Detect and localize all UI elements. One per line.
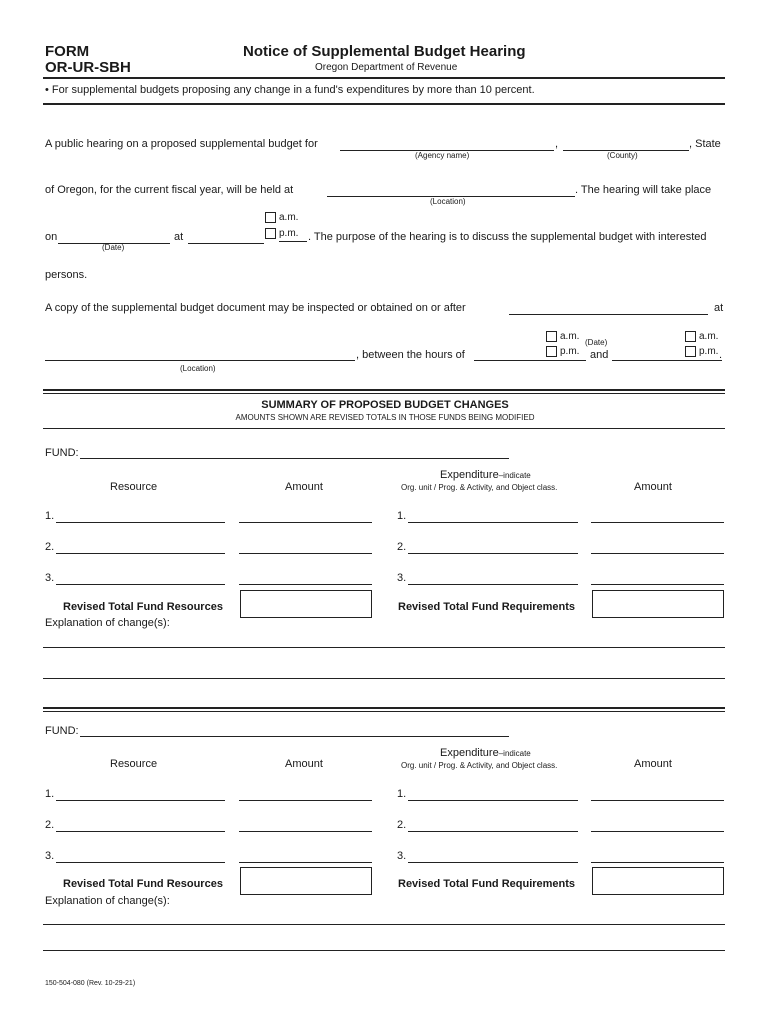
exp-row-label-1: 1. (397, 510, 407, 522)
held-at-text: of Oregon, for the current fiscal year, will be held at (45, 184, 294, 196)
resource-5-field[interactable] (56, 831, 225, 832)
fund-divider (43, 707, 725, 709)
amount-header: Amount (285, 481, 323, 493)
copy-location-field[interactable] (45, 360, 355, 361)
fund-name-input[interactable] (82, 443, 507, 457)
expenditure-2-field[interactable] (408, 553, 578, 554)
fund-name-field[interactable] (80, 458, 509, 459)
exp-row-label-6: 3. (397, 850, 407, 862)
summary-title: SUMMARY OF PROPOSED BUDGET CHANGES (261, 399, 509, 411)
resource-amount-3-field[interactable] (239, 584, 372, 585)
to-am-label: a.m. (699, 331, 719, 342)
between-hours-text: , between the hours of (356, 349, 465, 361)
summary-divider-bottom (43, 428, 725, 429)
resource-header: Resource (110, 481, 158, 493)
pm-underline (279, 241, 307, 242)
resource-amount-5-field[interactable] (239, 831, 372, 832)
expenditure-amount-4-field[interactable] (591, 800, 724, 801)
expenditure-5-field[interactable] (408, 831, 578, 832)
agency-caption: (Agency name) (415, 151, 470, 160)
copy-date-field[interactable] (509, 314, 708, 315)
expenditure-amount-5-field[interactable] (591, 831, 724, 832)
hearing-time-field[interactable] (188, 243, 264, 244)
expenditure-header-label-2: Expenditure (440, 747, 499, 759)
explanation-label: Explanation of change(s): (45, 617, 170, 629)
exp-row-label-5: 2. (397, 819, 407, 831)
exp-row-label-2: 2. (397, 541, 407, 553)
expenditure-1-field[interactable] (408, 522, 578, 523)
explanation-line-3[interactable] (43, 924, 725, 925)
agency-name-input[interactable] (342, 135, 552, 149)
form-code: OR-UR-SBH (45, 59, 131, 76)
copy-location-caption: (Location) (180, 364, 216, 373)
resource-4-field[interactable] (56, 800, 225, 801)
resource-amount-4-field[interactable] (239, 800, 372, 801)
expenditure-amount-2-field[interactable] (591, 553, 724, 554)
row-label-5: 2. (45, 819, 55, 831)
at-text: at (174, 231, 184, 243)
location-input[interactable] (329, 181, 573, 195)
total-requirements-label: Revised Total Fund Requirements (398, 601, 576, 613)
fund-label-2: FUND: (45, 725, 79, 737)
from-am-label: a.m. (560, 331, 580, 342)
purpose-text: . The purpose of the hearing is to discuss the supplemental budget with interested (308, 231, 707, 243)
to-pm-label: p.m. (699, 346, 719, 357)
resource-amount-2-field[interactable] (239, 553, 372, 554)
hearing-pm-label: p.m. (279, 228, 299, 239)
expenditure-indicate-2: –indicate (498, 749, 531, 758)
expenditure-header-label: Expenditure (440, 469, 499, 481)
fund-divider-2 (43, 711, 725, 712)
resource-2-field[interactable] (56, 553, 225, 554)
expenditure-amount-6-field[interactable] (591, 862, 724, 863)
total-resources-label-2: Revised Total Fund Resources (63, 878, 223, 890)
explanation-line-2[interactable] (43, 678, 725, 679)
row-label-4: 1. (45, 788, 55, 800)
hearing-am-checkbox[interactable] (265, 212, 276, 223)
exp-row-label-3: 3. (397, 572, 407, 584)
row-label-1: 1. (45, 510, 55, 522)
county-caption: (County) (607, 151, 638, 160)
state-text: , State (689, 138, 721, 150)
copy-at-text: at (714, 302, 724, 314)
fund-name-input-2[interactable] (82, 721, 507, 735)
amount-header-3: Amount (285, 758, 323, 770)
resource-3-field[interactable] (56, 584, 225, 585)
explanation-line-4[interactable] (43, 950, 725, 951)
resource-6-field[interactable] (56, 862, 225, 863)
expenditure-6-field[interactable] (408, 862, 578, 863)
fund-label: FUND: (45, 447, 79, 459)
hearing-time-input[interactable] (190, 228, 262, 242)
copy-date-input[interactable] (511, 299, 706, 313)
resource-header-2: Resource (110, 758, 158, 770)
total-resources-box-2[interactable] (240, 867, 372, 895)
fund-name-field-2[interactable] (80, 736, 509, 737)
expenditure-4-field[interactable] (408, 800, 578, 801)
expenditure-indicate: –indicate (498, 471, 531, 480)
and-text: and (590, 349, 609, 361)
expenditure-amount-1-field[interactable] (591, 522, 724, 523)
row-label-3: 3. (45, 572, 55, 584)
persons-text: persons. (45, 269, 88, 281)
summary-divider-top (43, 389, 725, 391)
header-divider (43, 77, 725, 79)
summary-subtitle: AMOUNTS SHOWN ARE REVISED TOTALS IN THOSE FUNDS BEING MODIFIED (235, 413, 535, 422)
on-text: on (45, 231, 58, 243)
resource-amount-6-field[interactable] (239, 862, 372, 863)
to-time-field[interactable] (612, 360, 722, 361)
form-label: FORM (45, 43, 90, 60)
explanation-label-2: Explanation of change(s): (45, 895, 170, 907)
expenditure-subheader: Org. unit / Prog. & Activity, and Object class. (401, 483, 558, 492)
total-requirements-box-2[interactable] (592, 867, 724, 895)
amount-header-2: Amount (634, 481, 672, 493)
expenditure-amount-3-field[interactable] (591, 584, 724, 585)
expenditure-subheader-2: Org. unit / Prog. & Activity, and Object class. (401, 761, 558, 770)
copy-location-input[interactable] (47, 345, 353, 359)
copy-date-caption: (Date) (585, 338, 608, 347)
bullet-note: • For supplemental budgets proposing any change in a fund's expenditures by more than 10 percent. (45, 84, 535, 96)
copy-text: A copy of the supplemental budget document may be inspected or obtained on or after (45, 302, 466, 314)
date-caption: (Date) (102, 243, 125, 252)
form-number: 150-504-080 (Rev. 10-29-21) (45, 980, 136, 987)
resource-1-field[interactable] (56, 522, 225, 523)
to-time-input[interactable] (614, 345, 682, 359)
expenditure-3-field[interactable] (408, 584, 578, 585)
amount-header-4: Amount (634, 758, 672, 770)
row-label-2: 2. (45, 541, 55, 553)
page-title: Notice of Supplemental Budget Hearing (243, 43, 526, 60)
expenditure-header (440, 469, 531, 481)
hearing-pm-checkbox[interactable] (265, 228, 276, 239)
to-pm-checkbox[interactable] (685, 346, 696, 357)
hearing-am-label: a.m. (279, 212, 299, 223)
hearing-date-input[interactable] (60, 228, 168, 242)
county-input[interactable] (565, 135, 687, 149)
from-am-checkbox[interactable] (546, 331, 557, 342)
hearing-intro-text: A public hearing on a proposed supplemental budget for (45, 138, 318, 150)
bullet-divider (43, 103, 725, 105)
explanation-line-1[interactable] (43, 647, 725, 648)
period-text: . (719, 349, 723, 361)
location-caption: (Location) (430, 197, 466, 206)
total-resources-box[interactable] (240, 590, 372, 618)
from-time-field[interactable] (474, 360, 586, 361)
row-label-6: 3. (45, 850, 55, 862)
total-requirements-label-2: Revised Total Fund Requirements (398, 878, 576, 890)
expenditure-header-2 (440, 747, 531, 759)
from-pm-checkbox[interactable] (546, 346, 557, 357)
from-time-input[interactable] (476, 345, 544, 359)
to-am-checkbox[interactable] (685, 331, 696, 342)
total-resources-label: Revised Total Fund Resources (63, 601, 223, 613)
resource-amount-1-field[interactable] (239, 522, 372, 523)
comma-text: , (555, 138, 559, 150)
summary-divider-top2 (43, 393, 725, 394)
take-place-text: . The hearing will take place (575, 184, 712, 196)
agency-subtitle: Oregon Department of Revenue (315, 62, 458, 73)
from-pm-label: p.m. (560, 346, 580, 357)
total-requirements-box[interactable] (592, 590, 724, 618)
exp-row-label-4: 1. (397, 788, 407, 800)
